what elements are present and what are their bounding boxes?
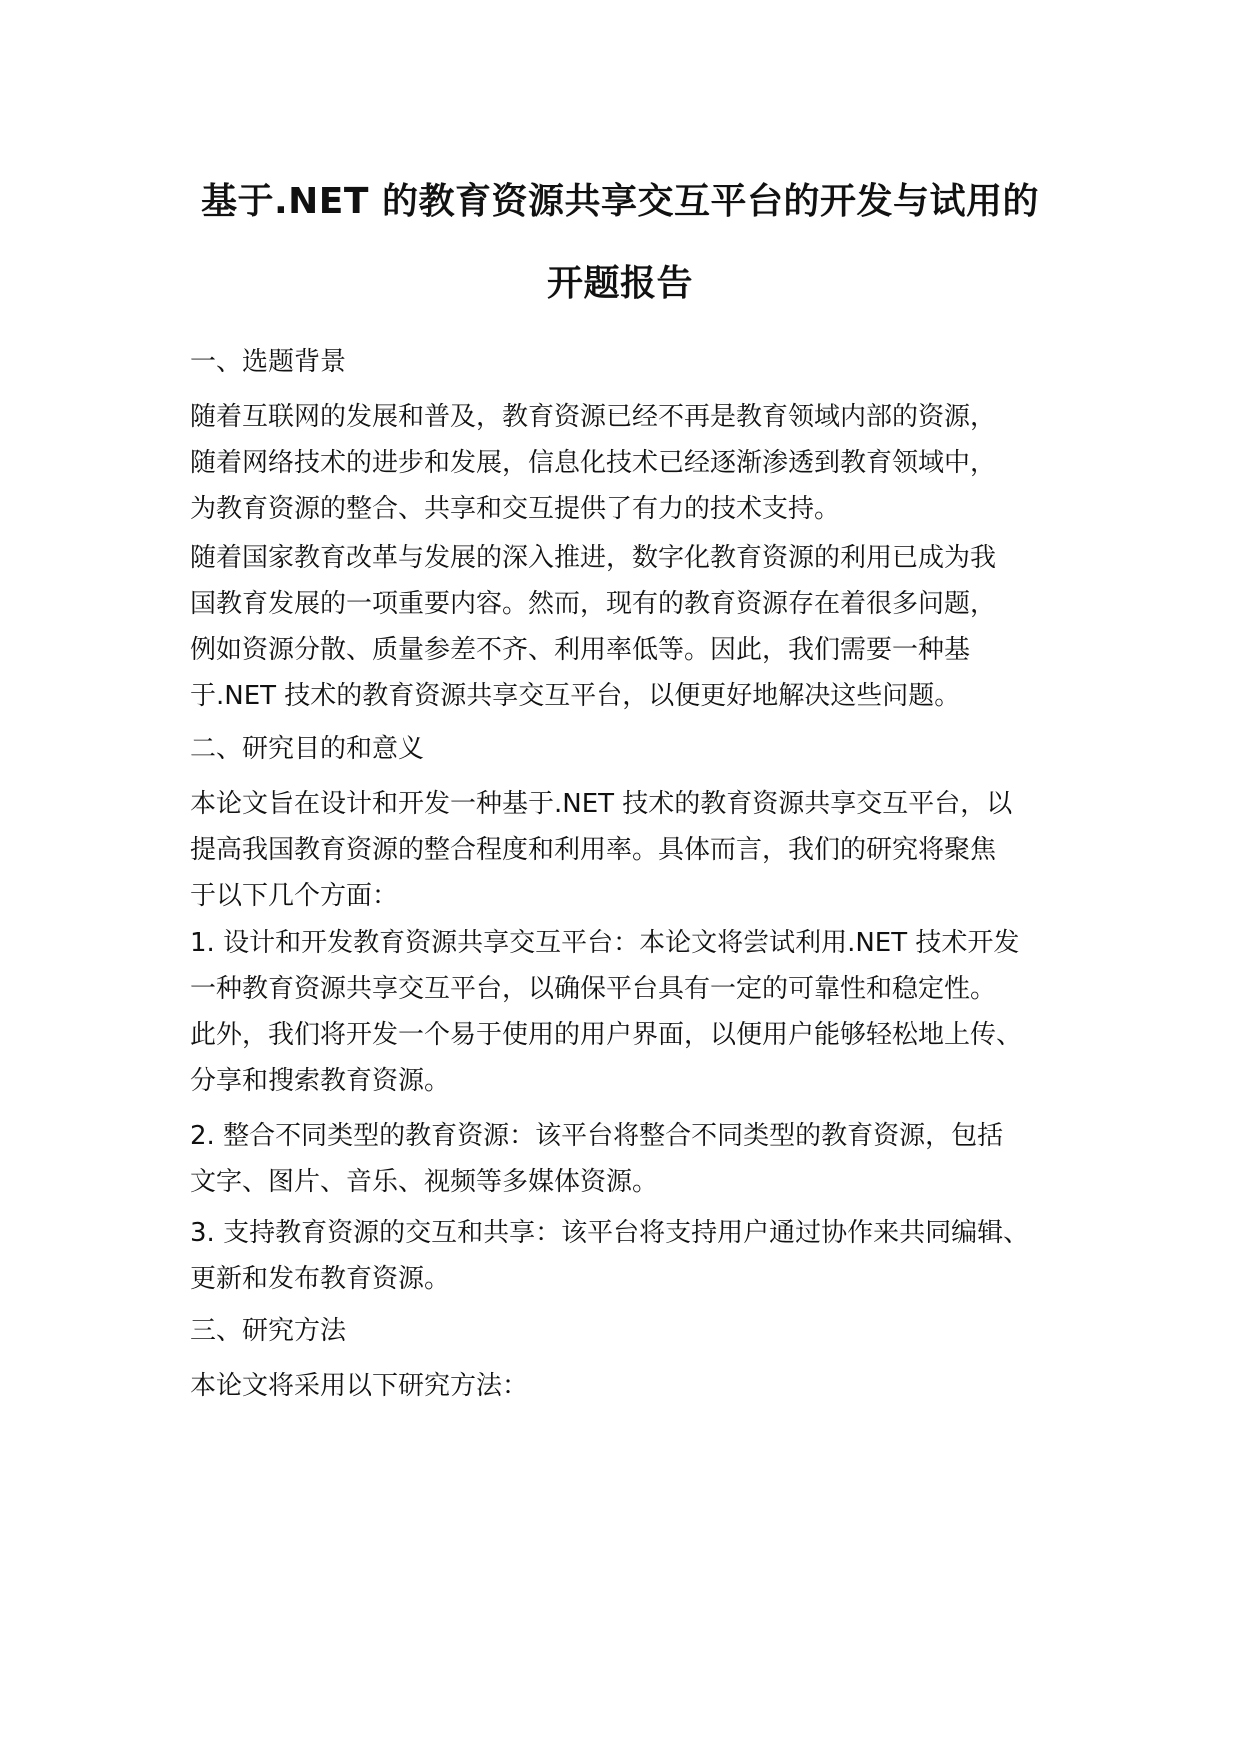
section-heading-background: 一、选题背景 xyxy=(190,347,347,377)
section-heading-purpose: 二、研究目的和意义 xyxy=(190,734,425,764)
text-line: 1. 设计和开发教育资源共享交互平台：本论文将尝试利用.NET 技术开发 xyxy=(190,928,1020,958)
text-line: 此外，我们将开发一个易于使用的用户界面，以便用户能够轻松地上传、 xyxy=(190,1020,1023,1050)
document-title-line-2: 开题报告 xyxy=(546,263,693,304)
document-title-line-1: 基于.NET 的教育资源共享交互平台的开发与试用的 xyxy=(201,181,1039,222)
text-line: 一种教育资源共享交互平台，以确保平台具有一定的可靠性和稳定性。 xyxy=(190,974,997,1004)
list-item-3 xyxy=(190,1210,1080,1302)
text-line: 例如资源分散、质量参差不齐、利用率低等。因此，我们需要一种基 xyxy=(190,635,971,665)
list-item-2 xyxy=(190,1113,1080,1205)
text-line: 更新和发布教育资源。 xyxy=(190,1264,451,1294)
text-line: 文字、图片、音乐、视频等多媒体资源。 xyxy=(190,1167,659,1197)
text-line: 随着国家教育改革与发展的深入推进，数字化教育资源的利用已成为我 xyxy=(190,543,997,573)
text-line: 于.NET 技术的教育资源共享交互平台，以便更好地解决这些问题。 xyxy=(190,681,961,711)
text-line: 为教育资源的整合、共享和交互提供了有力的技术支持。 xyxy=(190,494,841,524)
text-line: 随着网络技术的进步和发展，信息化技术已经逐渐渗透到教育领域中， xyxy=(190,448,997,478)
text-line: 提高我国教育资源的整合程度和利用率。具体而言，我们的研究将聚焦 xyxy=(190,835,997,865)
text-line: 国教育发展的一项重要内容。然而，现有的教育资源存在着很多问题， xyxy=(190,589,997,619)
paragraph-purpose xyxy=(190,781,1080,919)
text-line: 随着互联网的发展和普及，教育资源已经不再是教育领域内部的资源， xyxy=(190,402,997,432)
text-line: 本论文旨在设计和开发一种基于.NET 技术的教育资源共享交互平台，以 xyxy=(190,789,1013,819)
text-line: 本论文将采用以下研究方法： xyxy=(190,1371,529,1401)
text-line: 分享和搜索教育资源。 xyxy=(190,1066,451,1096)
paragraph-background-1 xyxy=(190,394,1080,532)
text-line: 于以下几个方面： xyxy=(190,881,399,911)
paragraph-method xyxy=(190,1363,1080,1409)
section-heading-method: 三、研究方法 xyxy=(190,1316,347,1346)
paragraph-background-2 xyxy=(190,535,1080,719)
text-line: 2. 整合不同类型的教育资源：该平台将整合不同类型的教育资源，包括 xyxy=(190,1121,1004,1151)
list-item-1 xyxy=(190,920,1080,1104)
text-line: 3. 支持教育资源的交互和共享：该平台将支持用户通过协作来共同编辑、 xyxy=(190,1218,1030,1248)
